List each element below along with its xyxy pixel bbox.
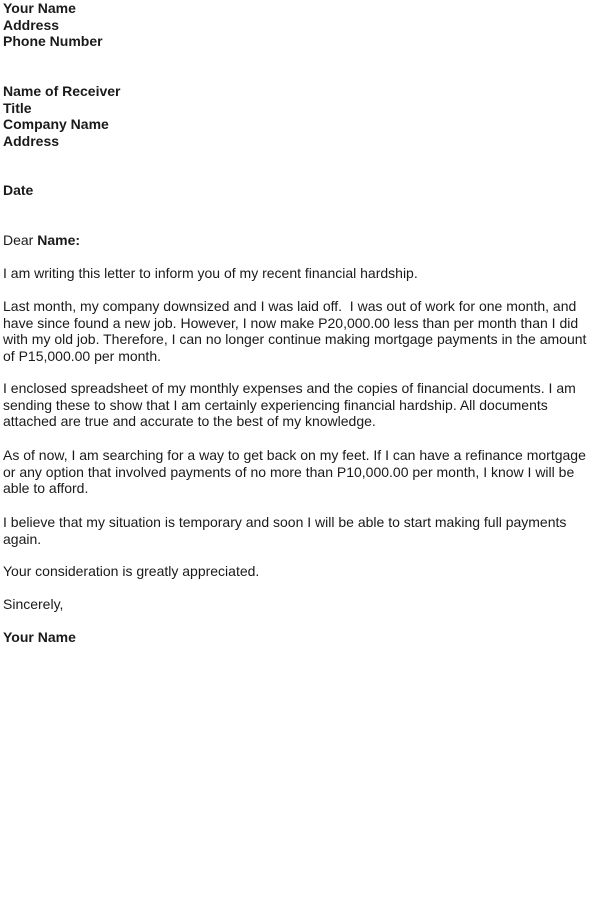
date-line (3, 182, 33, 199)
paragraph-line: sending these to show that I am certainly experiencing financial hardship. All documents (3, 396, 548, 413)
paragraph-line: Last month, my company downsized and I was laid off. I was out of work for one month, and (3, 298, 577, 314)
paragraph-4 (3, 447, 586, 497)
paragraph-line: able to afford. (3, 480, 89, 497)
sender-name: Your Name (3, 0, 76, 16)
signature (3, 629, 76, 646)
signature-name: Your Name (3, 629, 76, 645)
closing (3, 596, 63, 613)
receiver-name: Name of Receiver (3, 83, 121, 99)
paragraph-line: As of now, I am searching for a way to get back on my feet. If I can have a refinance mortgage (3, 447, 586, 463)
receiver-company: Company Name (3, 116, 109, 133)
paragraph-line: again. (3, 530, 42, 547)
salutation-greeting: Dear (3, 232, 38, 248)
paragraph-line: attached are true and accurate to the best of my knowledge. (3, 413, 376, 430)
paragraph-1 (3, 265, 418, 282)
receiver-address: Address (3, 132, 60, 149)
receiver-title: Title (3, 99, 32, 116)
paragraph-line: I am writing this letter to inform you of my recent financial hardship. (3, 265, 418, 281)
paragraph-line: I enclosed spreadsheet of my monthly expenses and the copies of financial documents. I am (3, 380, 576, 396)
paragraph-3 (3, 380, 576, 430)
sender-address: Address (3, 16, 60, 33)
paragraph-6 (3, 563, 259, 580)
paragraph-line: or any option that involved payments of no more than P10,000.00 per month, I know I will be (3, 463, 575, 480)
receiver-block (3, 83, 121, 149)
paragraph-5 (3, 514, 566, 547)
paragraph-2 (3, 298, 586, 364)
date-text: Date (3, 182, 34, 198)
salutation-name: Name: (37, 232, 81, 248)
salutation (3, 232, 80, 249)
paragraph-line: Your consideration is greatly appreciated. (3, 563, 260, 579)
closing-text: Sincerely, (3, 596, 64, 612)
paragraph-line: with my old job. Therefore, I can no longer continue making mortgage payments in the amount (3, 331, 587, 348)
paragraph-line: I believe that my situation is temporary and soon I will be able to start making full payments (3, 514, 567, 530)
sender-phone: Phone Number (3, 33, 103, 50)
paragraph-line: of P15,000.00 per month. (3, 347, 161, 364)
sender-block (3, 0, 103, 50)
paragraph-line: have since found a new job. However, I now make P20,000.00 less than per month than I did (3, 314, 579, 331)
